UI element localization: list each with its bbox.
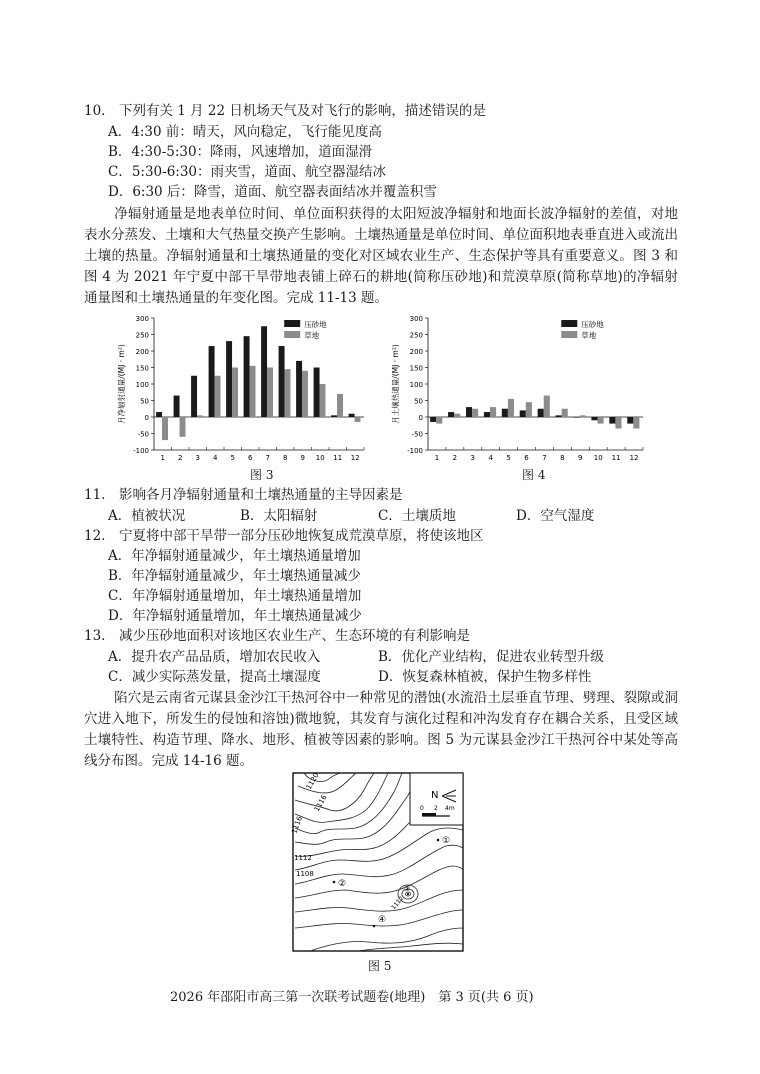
bar-草地-9 [580, 415, 586, 417]
bar-草地-3 [472, 409, 478, 417]
bar-草地-1 [162, 417, 168, 440]
passage-text: 净辐射通量是地表单位时间、单位面积获得的太阳短波净辐射和地面长波净辐射的差值，对地表水分蒸发、土壤和大气热量交换产生影响。土壤热通量是单位时间、单位面积地表垂直进入或流出土壤的热量。净辐射通量和土壤热通量的变化对区域农业生产、生态保护等具有重要意义。图 3 和图 4 为 2021 年宁夏中部干旱带地表铺上碎石的耕地(简称压砂地)和荒漠草原(简称草地)的净辐射通量图和土壤热通量的年变化图。完成 11-13 题。 [84, 206, 678, 306]
x-tick-label: 12 [629, 454, 639, 462]
q11-option-a: A．植被状况 [108, 508, 186, 524]
x-tick-label: 2 [178, 454, 183, 462]
x-tick-label: 6 [524, 454, 529, 462]
bar-压砂地-5 [502, 409, 508, 417]
bar-草地-6 [250, 366, 256, 417]
q13-option-b: B．优化产业结构，促进农业转型升级 [378, 649, 604, 665]
q10-option-d: D．6:30 后：降雪，道面、航空器表面结冰并覆盖积雪 [108, 184, 437, 200]
x-tick-label: 7 [265, 454, 270, 462]
y-tick-label: 50 [140, 397, 149, 406]
q13-options-row2 [108, 668, 648, 686]
bar-压砂地-10 [591, 417, 597, 420]
x-tick-label: 5 [230, 454, 235, 462]
passage-text-2: 陷穴是云南省元谋县金沙江干热河谷中一种常见的潜蚀(水流沿土层垂直节理、劈理、裂隙或洞穴进入地下，所发生的侵蚀和溶蚀)微地貌，其发育与演化过程和冲沟发育存在耦合关系，且受区域土壤特性、构造节理、降水、地形、植被等因素的影响。图 5 为元谋县金沙江干热河谷中某处等高线分布图。完成 14-16 题。 [84, 690, 678, 769]
figure-5-contour-map [290, 770, 466, 954]
q11-option-c: C．土壤质地 [378, 508, 456, 524]
bar-草地-8 [562, 409, 568, 417]
page-footer: 2026 年邵阳市高三第一次联考试题卷(地理) 第 3 页(共 6 页) [170, 990, 534, 1005]
contour-label-1112: 1112 [294, 854, 312, 862]
bar-草地-3 [197, 415, 203, 417]
x-tick-label: 11 [333, 454, 343, 462]
bar-草地-1 [436, 417, 442, 424]
y-axis-label: 月土壤热通量/(MJ · m²) [391, 344, 400, 424]
bar-草地-11 [337, 394, 343, 417]
x-tick-label: 11 [611, 454, 621, 462]
bar-压砂地-11 [331, 415, 337, 417]
bar-草地-5 [508, 399, 514, 417]
passage-sinkhole [84, 688, 678, 772]
q11-options [108, 507, 628, 525]
point-4: ④ [378, 915, 387, 925]
q10-option-b: B．4:30-5:30：降雨，风速增加，道面湿滑 [108, 144, 373, 160]
contour-label-1116-b: 1116 [290, 815, 304, 835]
bar-草地-10 [320, 384, 326, 417]
x-tick-label: 1 [434, 454, 440, 462]
x-tick-label: 2 [452, 454, 458, 462]
y-tick-label: 200 [135, 348, 149, 356]
legend-swatch-草地 [284, 331, 300, 338]
bar-草地-12 [355, 417, 361, 422]
y-tick-label: -50 [411, 430, 423, 439]
q13-option-a: A．提升农产品品质，增加农民收入 [108, 649, 321, 665]
x-tick-label: 6 [248, 454, 253, 462]
y-tick-label: 300 [409, 315, 423, 323]
scale-label-0: 0 [420, 805, 424, 812]
q10-stem: 10. 下列有关 1 月 22 日机场天气及对飞行的影响，描述错误的是 [84, 103, 486, 119]
scale-label-2: 2 [434, 805, 438, 812]
q12-option-d: D．年净辐射通量增加，年土壤热通量减少 [108, 608, 362, 624]
bar-草地-7 [267, 368, 273, 418]
passage-net-radiation [84, 204, 678, 309]
legend-label-压砂地: 压砂地 [581, 320, 604, 329]
bar-草地-2 [180, 417, 186, 437]
q13-options-row1 [108, 648, 648, 666]
bar-压砂地-7 [538, 409, 544, 417]
x-tick-label: 3 [195, 454, 200, 462]
bar-压砂地-1 [156, 412, 162, 417]
q12-stem: 12. 宁夏将中部干旱带一部分压砂地恢复成荒漠草原，将使该地区 [84, 528, 484, 544]
legend-label-草地: 草地 [304, 331, 320, 340]
contour-label-1108: 1108 [296, 870, 314, 878]
y-tick-label: 250 [135, 331, 149, 340]
bar-草地-9 [302, 371, 308, 417]
q11-stem: 11. 影响各月净辐射通量和土壤热通量的主导因素是 [84, 487, 403, 503]
y-tick-label: 0 [144, 414, 149, 422]
bar-压砂地-9 [296, 361, 302, 417]
bar-压砂地-8 [279, 346, 285, 417]
bar-草地-10 [597, 417, 603, 424]
point-1: ① [442, 836, 451, 846]
bar-压砂地-12 [627, 417, 633, 424]
y-tick-label: 200 [409, 348, 423, 356]
bar-压砂地-8 [556, 415, 562, 417]
contour-label-1112-b: 1112 [390, 895, 406, 912]
q13-option-c: C．减少实际蒸发量，提高土壤湿度 [108, 669, 321, 685]
x-tick-label: 3 [470, 454, 476, 462]
bar-压砂地-12 [349, 414, 355, 417]
bar-草地-12 [633, 417, 639, 429]
figure-4-caption: 图 4 [522, 468, 546, 482]
point-3: ③ [404, 885, 411, 893]
x-tick-label: 10 [315, 454, 325, 462]
x-tick-label: 9 [300, 454, 305, 462]
bar-草地-5 [232, 368, 238, 418]
q12-option-b: B．年净辐射通量减少，年土壤热通量减少 [108, 568, 361, 584]
x-tick-label: 4 [213, 454, 218, 462]
bar-草地-8 [285, 369, 291, 417]
x-tick-label: 8 [560, 454, 565, 462]
q12-option-c: C．年净辐射通量增加，年土壤热通量增加 [108, 588, 362, 604]
q13-stem: 13. 减少压砂地面积对该地区农业生产、生态环境的有利影响是 [84, 628, 470, 644]
q13-option-d: D．恢复森林植被，保护生物多样性 [378, 669, 592, 685]
figure-5-caption: 图 5 [368, 959, 392, 973]
figure-3-caption: 图 3 [250, 468, 274, 482]
bar-压砂地-11 [609, 417, 615, 424]
bar-压砂地-10 [314, 368, 320, 418]
x-tick-label: 7 [542, 454, 547, 462]
x-tick-label: 1 [160, 454, 165, 462]
legend-swatch-草地 [561, 331, 577, 338]
bar-压砂地-6 [244, 336, 250, 417]
bar-压砂地-6 [520, 410, 526, 417]
bar-压砂地-5 [226, 341, 232, 417]
bar-压砂地-1 [430, 417, 436, 422]
q10-option-c: C．5:30-6:30：雨夹雪，道面、航空器湿结冰 [108, 164, 387, 180]
point-2: ② [338, 879, 347, 889]
y-tick-label: -100 [407, 447, 423, 455]
x-tick-label: 12 [350, 454, 360, 462]
bar-压砂地-9 [573, 417, 579, 418]
q11-option-b: B．太阳辐射 [240, 508, 318, 524]
bar-压砂地-2 [174, 396, 180, 417]
scale-label-4m: 4m [445, 805, 455, 812]
figure-4-soil-heat-chart [384, 310, 649, 480]
figure-3-net-radiation-chart [110, 310, 370, 480]
bar-草地-11 [615, 417, 621, 429]
bar-压砂地-2 [448, 412, 454, 417]
y-tick-label: -50 [137, 430, 149, 439]
y-tick-label: -100 [133, 447, 149, 455]
y-tick-label: 100 [409, 381, 423, 389]
contour-label-1120: 1120 [304, 771, 321, 791]
y-tick-label: 0 [418, 414, 423, 422]
contour-label-1116-a: 1116 [312, 793, 329, 813]
north-label: N [431, 790, 439, 801]
legend-swatch-压砂地 [284, 320, 300, 327]
bar-压砂地-4 [209, 346, 215, 417]
y-tick-label: 300 [135, 315, 149, 323]
bar-草地-4 [490, 407, 496, 417]
x-tick-label: 4 [488, 454, 493, 462]
y-tick-label: 100 [135, 381, 149, 389]
bar-草地-4 [215, 376, 221, 417]
x-tick-label: 5 [506, 454, 511, 462]
bar-压砂地-4 [484, 412, 490, 417]
q12-option-a: A．年净辐射通量减少，年土壤热通量增加 [108, 548, 361, 564]
bar-压砂地-7 [261, 326, 267, 417]
legend-label-草地: 草地 [581, 331, 597, 340]
y-tick-label: 150 [135, 364, 149, 373]
legend-label-压砂地: 压砂地 [304, 320, 327, 329]
bar-草地-6 [526, 402, 532, 417]
x-tick-label: 8 [283, 454, 288, 462]
x-tick-label: 10 [593, 454, 603, 462]
y-axis-label: 月净辐射通量/(MJ · m²) [117, 344, 126, 424]
x-tick-label: 9 [578, 454, 583, 462]
y-tick-label: 50 [414, 397, 423, 406]
y-tick-label: 150 [409, 364, 423, 373]
bar-压砂地-3 [191, 376, 197, 417]
bar-压砂地-3 [466, 407, 472, 417]
bar-草地-2 [454, 414, 460, 417]
q10-option-a: A．4:30 前：晴天，风向稳定，飞行能见度高 [108, 124, 382, 140]
legend-swatch-压砂地 [561, 320, 577, 327]
q11-option-d: D．空气湿度 [516, 508, 595, 524]
bar-草地-7 [544, 396, 550, 417]
y-tick-label: 250 [409, 331, 423, 340]
